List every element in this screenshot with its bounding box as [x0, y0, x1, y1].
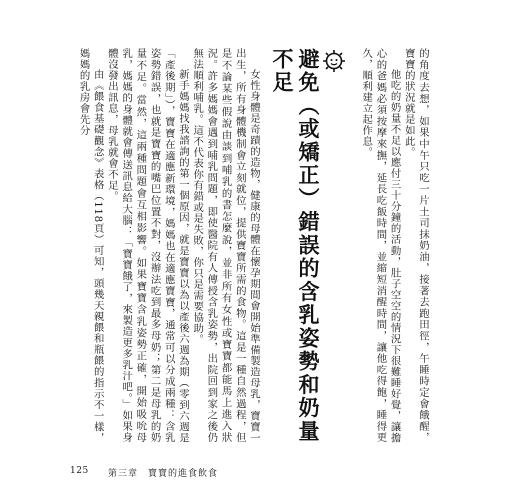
paragraph-continued: 的角度去想，如果中午只吃一片土司抹奶油，接著去跑田徑，午睡時定會餓醒，寶寶的狀況就是如此。 — [402, 48, 429, 443]
section-heading-block — [269, 48, 347, 443]
paragraph: 女性身體是奇蹟的造物，健康的母體在懷孕期間會開始準備製造母乳，寶寶一出生，所有身體機制會立刻就位，提供寶寶所需的食物。這是一種自然過程，但是不論某些假說由談到哺乳的書怎麼說，並非所有女性或寶寶都能馬上進入狀況。許多媽媽會遇到哺乳問題，即使醫院有人傳授含乳姿勢，出院回到家之後仍無法順利哺乳。這不代表你有錯或是失敗，你只是需要協助。 — [191, 48, 260, 443]
page-number: 125 — [70, 466, 89, 476]
baby-face-icon — [321, 48, 347, 74]
paragraph-pre-heading: 他吃的奶量不足以應付三十分鐘的活動，肚子空空的情況下很難睡好覺，讓擔心的爸媽必須按摩來撫，延長吃飯時間，並縮短消醒時間，讓他吃得飽，睡得更久，順利建立起作息。 — [360, 48, 401, 443]
running-footer-chapter: 第三章 寶寶的進食飲食 — [108, 469, 219, 479]
paragraph: 由《餵食基礎觀念》表格（118頁）可知，頭幾天親餵和瓶餵的指示不一樣，媽媽的乳房會先分 — [77, 48, 104, 443]
vertical-text-column — [77, 48, 430, 443]
section-heading: 避免（或矯正）錯誤的含乳姿勢和奶量不足 — [269, 48, 320, 443]
paragraph: 新手媽媽找我諮詢的第一個原因，就是寶寶以為以產後六週為期（零到六週是「產後期」），寶寶在適應新環境，媽媽也在適應寶寶，通常可以分成兩種：含乳姿勢錯誤，也就是寶寶的嘴巴位置不對，沒辦法吃到最多母奶；第二是母乳的奶量不足。當然，這兩種問題會互相影響。如果寶寶含乳姿勢正確，開始吸吮母乳，媽媽的身體就會傳送訊息給大腦：「寶寶餓了，來製造更多乳汁吧。」如果身體沒發出訊息，母乳就會不足。 — [105, 48, 189, 443]
